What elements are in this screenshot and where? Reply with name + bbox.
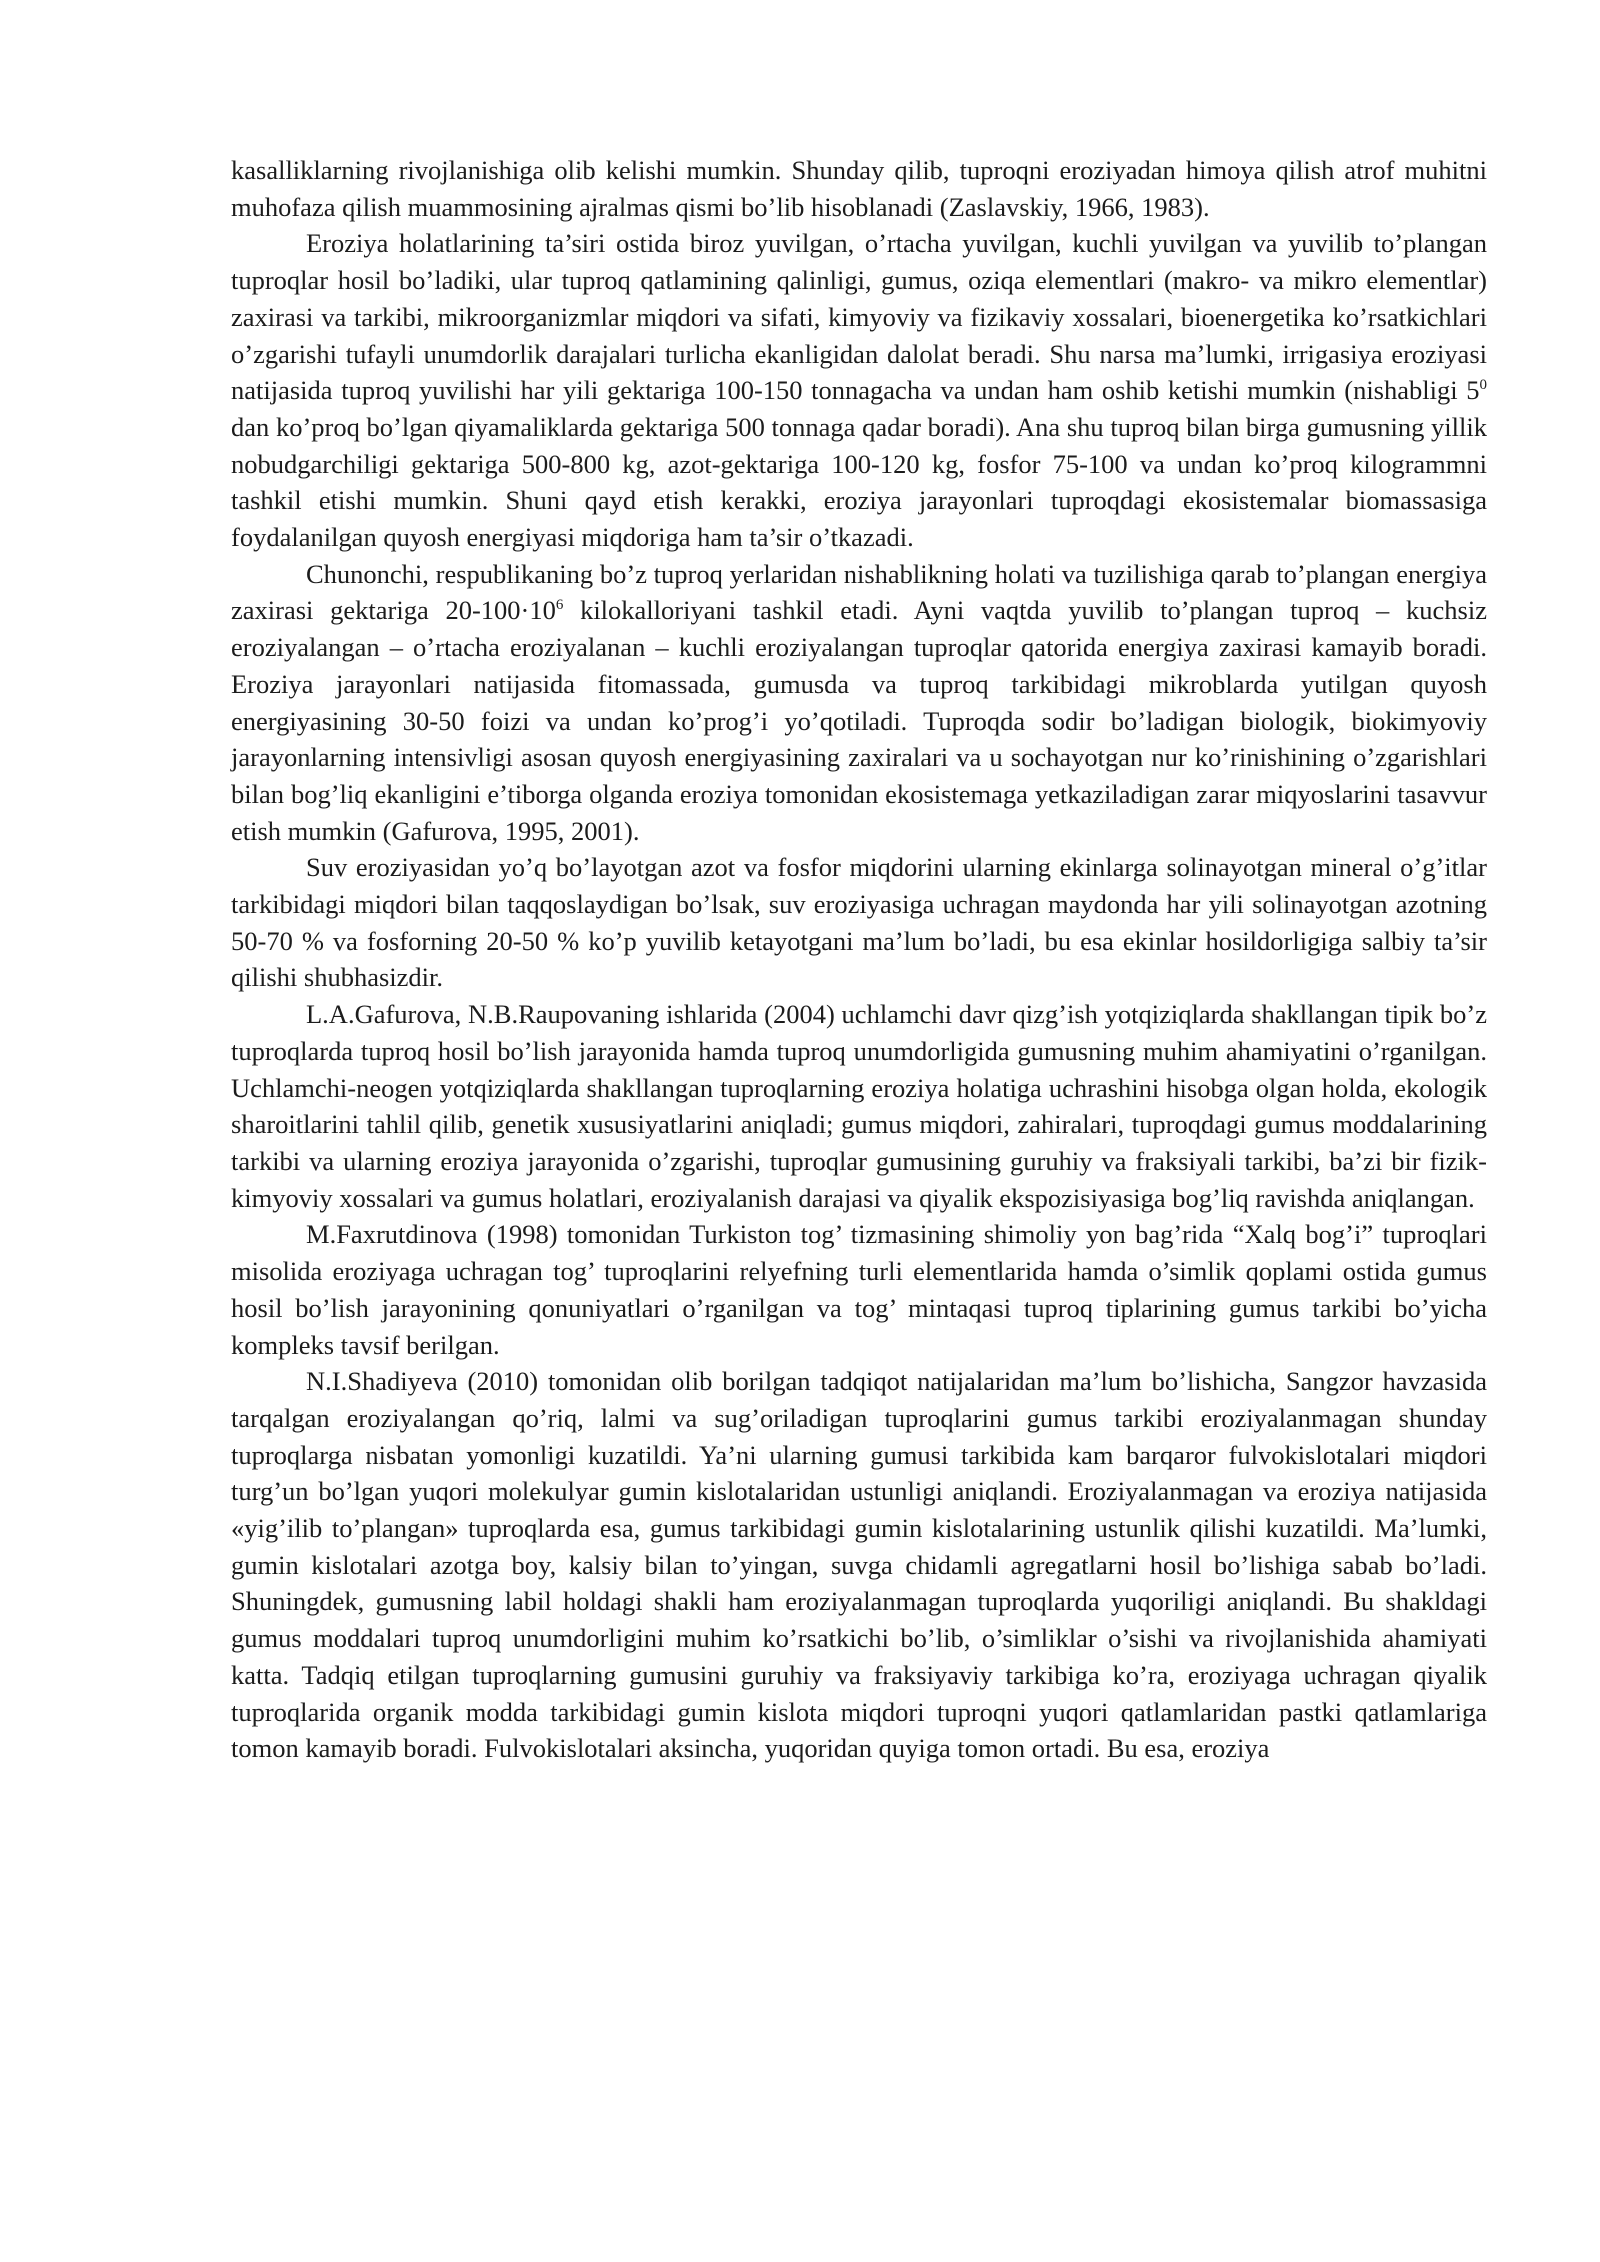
paragraph-text: Eroziya holatlarining ta’siri ostida biroz yuvilgan, o’rtacha yuvilgan, kuchli yuvilgan va yuvilib to’plangan tuproqlar hosil bo’ladiki, ular tuproq qatlamining qalinligi, gumus, oziqa elementlari (makro- va mikro elementlar) zaxirasi va tarkibi, mikroorganizmlar miqdori va sifati, kimyoviy va fizikaviy xossalari, bioenergetika ko’rsatkichlari o’zgarishi tufayli unumdorlik darajalari turlicha ekanligidan dalolat beradi. Shu narsa ma’lumki, irrigasiya eroziyasi natijasida tuproq yuvilishi har yili gektariga 100-150 tonnagacha va undan ham oshib ketishi mumkin (nishabligi 5 bbox=[231, 228, 1487, 406]
paragraph-text: dan ko’proq bo’lgan qiyamaliklarda gektariga 500 tonnaga qadar boradi). Ana shu tuproq bilan birga gumusning yillik nobudgarchiligi gektariga 500-800 kg, azot-gektariga 100-120 kg, fosfor 75-100 va undan ko’proq kilogrammni tashkil etishi mumkin. Shuni qayd etish kerakki, eroziya jarayonlari tuproqdagi ekosistemalar biomassasiga foydalanilgan quyosh energiyasi miqdoriga ham ta’sir o’tkazadi. bbox=[231, 411, 1487, 553]
paragraph-gafurova-raupova: L.A.Gafurova, N.B.Raupovaning ishlarida (2004) uchlamchi davr qizg’ish yotqiziqlarda shakllangan tipik bo’z tuproqlarda tuproq hosil bo’lish jarayonida hamda tuproq unumdorligida gumusning muhim ahamiyatini o’rganilgan. Uchlamchi-neogen yotqiziqlarda shakllangan tuproqlarning eroziya holatiga uchrashini hisobga olgan holda, ekologik sharoitlarini tahlil qilib, genetik xususiyatlarini aniqladi; gumus miqdori, zahiralari, tuproqdagi gumus moddalarining tarkibi va ularning eroziya jarayonida o’zgarishi, tuproqlar gumusining guruhiy va fraksiyali tarkibi, ba’zi bir fizik-kimyoviy xossalari va gumus holatlari, eroziyalanish darajasi va qiyalik ekspozisiyasiga bog’liq ravishda aniqlangan. bbox=[231, 999, 1487, 1213]
degree-superscript: 0 bbox=[1479, 377, 1487, 394]
paragraph-faxrutdinova: M.Faxrutdinova (1998) tomonidan Turkiston tog’ tizmasining shimoliy yon bag’rida “Xalq bog’i” tuproqlari misolida eroziyaga uchragan tog’ tuproqlarini relyefning turli elementlarida hamda o’simlik qoplami ostida gumus hosil bo’lish jarayonining qonuniyatlari o’rganilgan va tog’ mintaqasi tuproq tiplarining gumus tarkibi bo’yicha kompleks tavsif berilgan. bbox=[231, 1219, 1487, 1360]
paragraph-erosion-states bbox=[231, 225, 1487, 555]
body-text bbox=[231, 152, 1487, 1767]
paragraph-shadiyeva: N.I.Shadiyeva (2010) tomonidan olib borilgan tadqiqot natijalaridan ma’lum bo’lishicha, Sangzor havzasida tarqalgan eroziyalangan qo’riq, lalmi va sug’oriladigan tuproqlarini gumus tarkibi eroziyalanmagan shunday tuproqlarga nisbatan yomonligi kuzatildi. Ya’ni ularning gumusi tarkibida kam barqaror fulvokislotalari miqdori turg’un bo’lgan yuqori molekulyar gumin kislotalaridan ustunligi aniqlandi. Eroziyalanmagan va eroziya natijasida «yig’ilib to’plangan» tuproqlarda esa, gumus tarkibidagi gumin kislotalarining ustunlik qilishi kuzatildi. Ma’lumki, gumin kislotalari azotga boy, kalsiy bilan to’yingan, suvga chidamli agregatlarni hosil bo’lishiga sabab bo’ladi. Shuningdek, gumusning labil holdagi shakli ham eroziyalanmagan tuproqlarda yuqoriligi aniqlandi. Bu shakldagi gumus moddalari tuproq unumdorligini muhim ko’rsatkichi bo’lib, o’simliklar o’sishi va rivojlanishida ahamiyati katta. Tadqiq etilgan tuproqlarning gumusini guruhiy va fraksiyaviy tarkibiga ko’ra, eroziyaga uchragan qiyalik tuproqlarida organik modda tarkibidagi gumin kislota miqdori tuproqni yuqori qatlamlaridan pastki qatlamlariga tomon kamayib boradi. Fulvokislotalari aksincha, yuqoridan quyiga tomon ortadi. Bu esa, eroziya bbox=[231, 1366, 1487, 1764]
paragraph-text: Chunonchi, respublikaning bo’z tuproq yerlaridan nishablikning holati va tuzilishiga qarab to’plangan energiya zaxirasi gektariga 20-100·10 bbox=[231, 558, 1487, 626]
paragraph-nitrogen-phosphorus: Suv eroziyasidan yo’q bo’layotgan azot va fosfor miqdorini ularning ekinlarga solinayotgan mineral o’g’itlar tarkibidagi miqdori bilan taqqoslaydigan bo’lsak, suv eroziyasiga uchragan maydonda har yili solinayotgan azotning 50-70 % va fosforning 20-50 % ko’p yuvilib ketayotgani ma’lum bo’ladi, bu esa ekinlar hosildorligiga salbiy ta’sir qilishi shubhasizdir. bbox=[231, 852, 1487, 993]
paragraph-text: kilokalloriyani tashkil etadi. Ayni vaqtda yuvilib to’plangan tuproq – kuchsiz eroziyalangan – o’rtacha eroziyalanan – kuchli eroziyalangan tuproqlar qatorida energiya zaxirasi kamayib boradi. Eroziya jarayonlari natijasida fitomassada, gumusda va tuproq tarkibidagi mikroblarda yutilgan quyosh energiyasining 30-50 foizi va undan ko’prog’i yo’qotiladi. Tuproqda sodir bo’ladigan biologik, biokimyoviy jarayonlarning intensivligi asosan quyosh energiyasining zaxiralari va u sochayotgan nur ko’rinishining o’zgarishlari bilan bog’liq ekanligini e’tiborga olganda eroziya tomonidan ekosistemaga yetkaziladigan zarar miqyoslarini tasavvur etish mumkin (Gafurova, 1995, 2001). bbox=[231, 595, 1487, 846]
paragraph-energy-reserve bbox=[231, 556, 1487, 850]
exponent-superscript: 6 bbox=[555, 597, 564, 614]
paragraph-continued: kasalliklarning rivojlanishiga olib kelishi mumkin. Shunday qilib, tuproqni eroziyadan himoya qilish atrof muhitni muhofaza qilish muammosining ajralmas qismi bo’lib hisoblanadi (Zaslavskiy, 1966, 1983). bbox=[231, 155, 1487, 222]
